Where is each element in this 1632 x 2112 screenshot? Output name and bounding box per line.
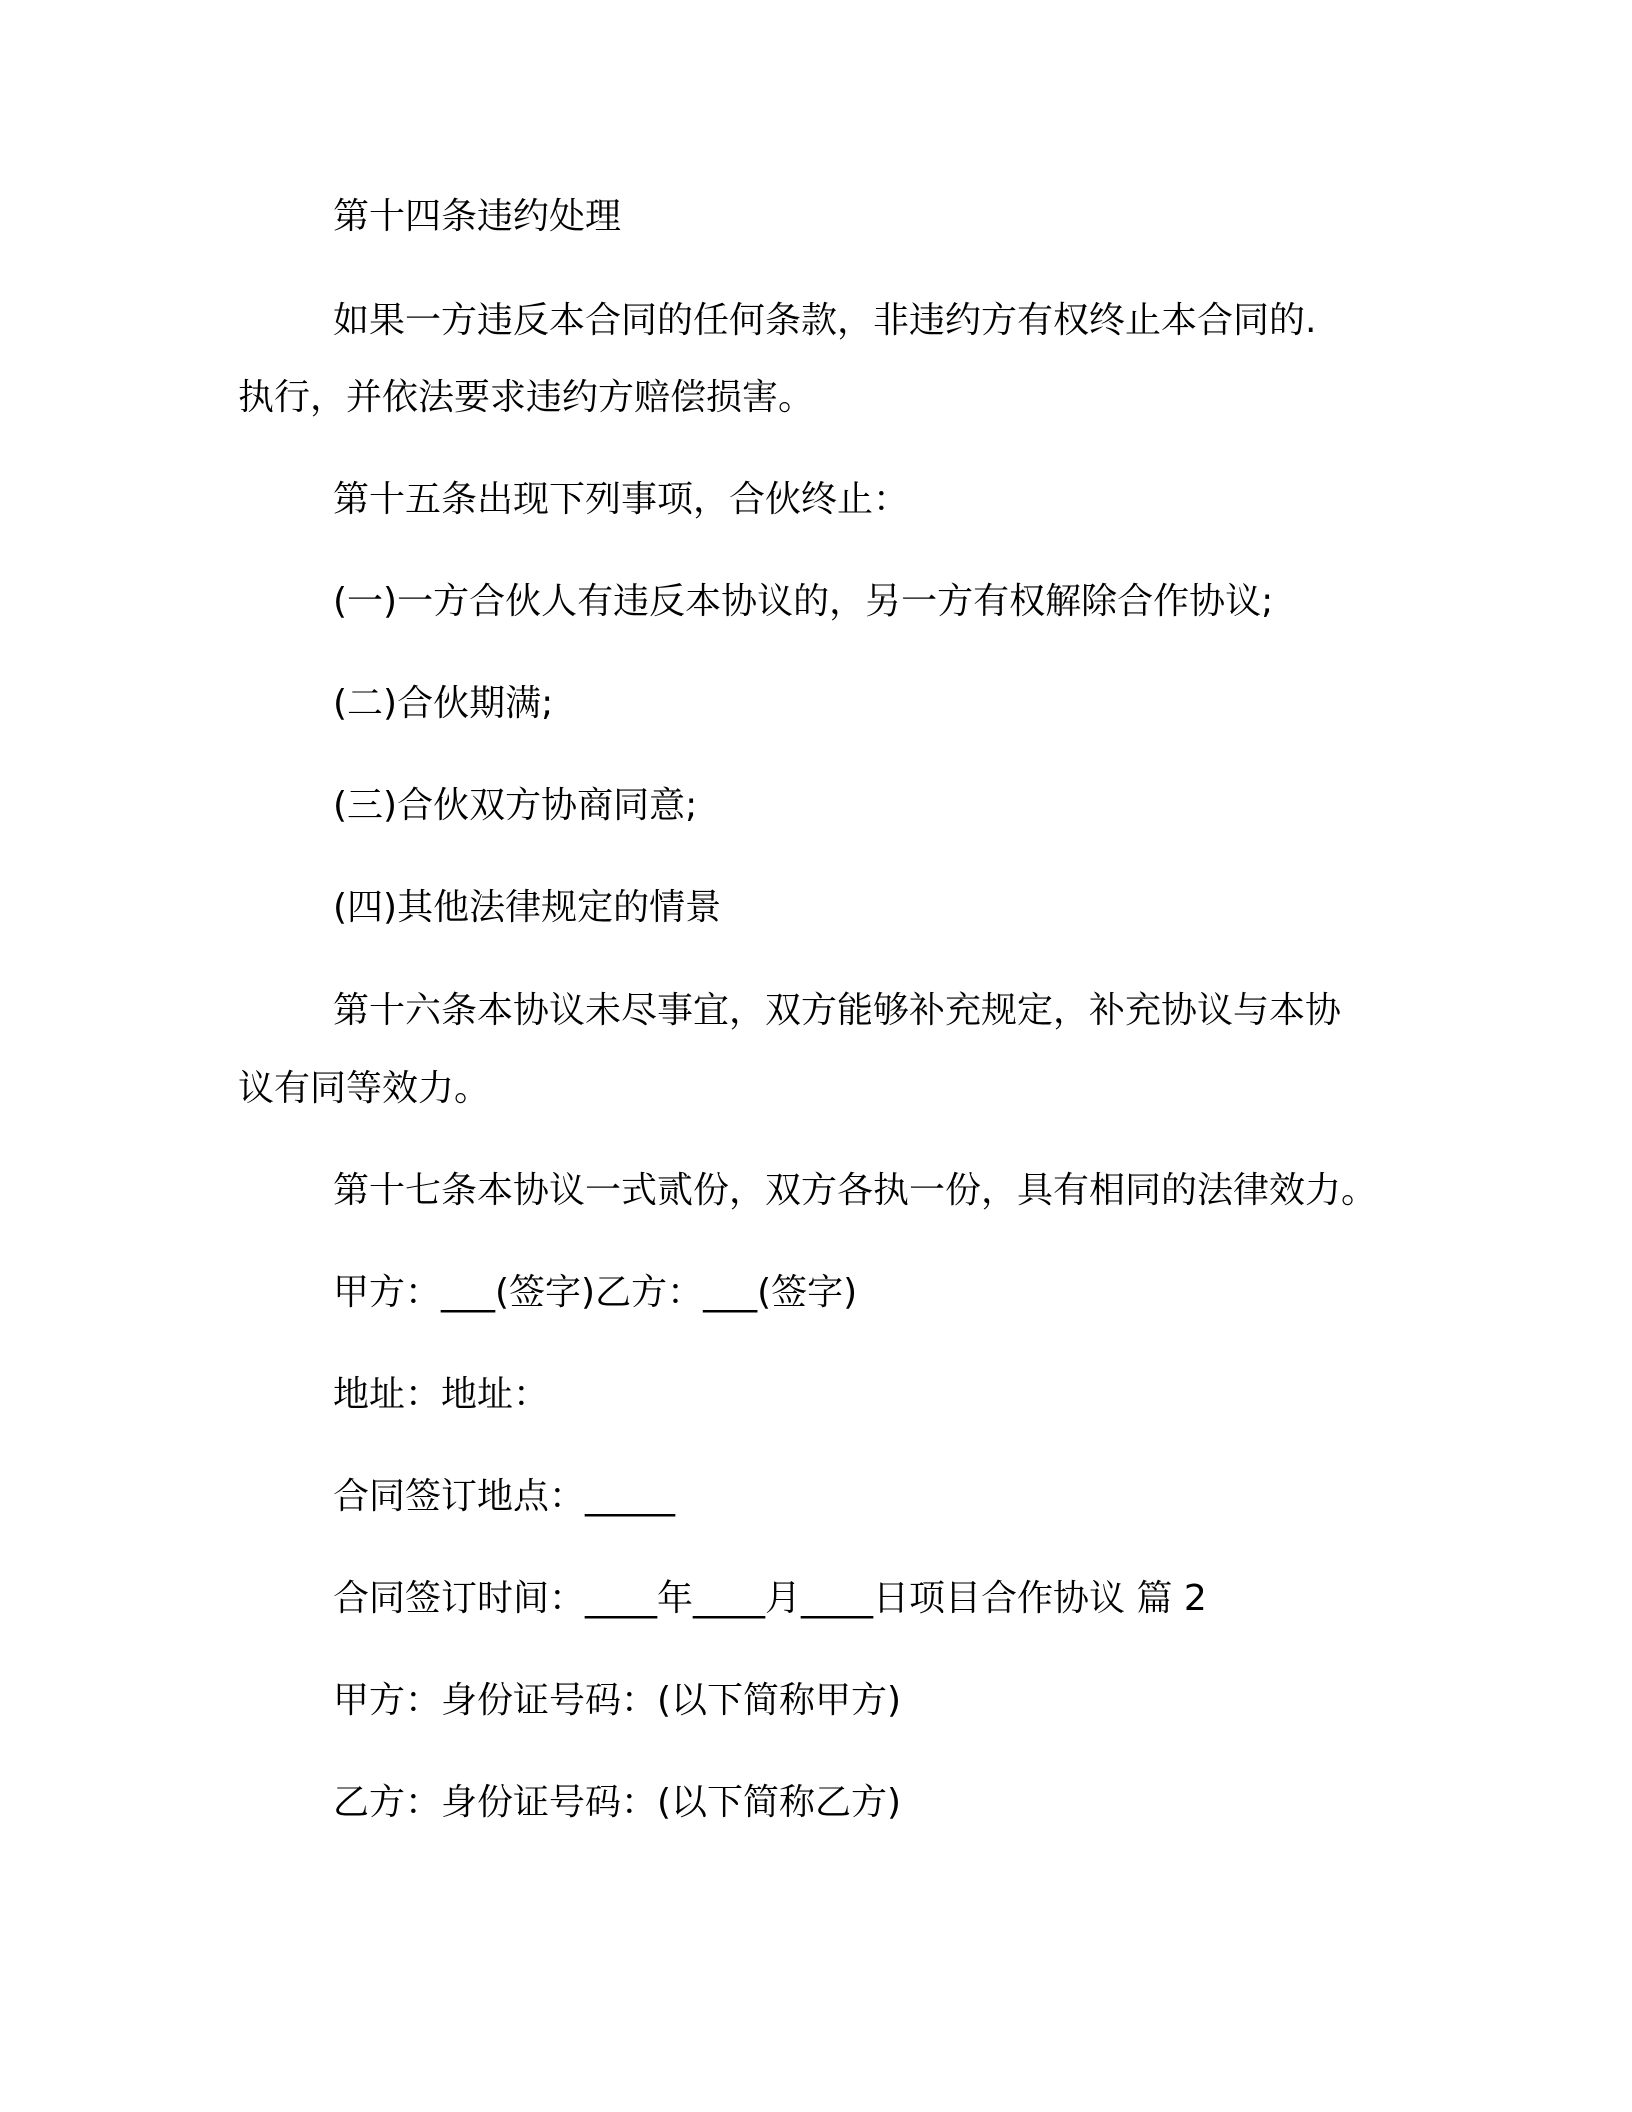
termination-item-2: (二)合伙期满; (333, 683, 554, 724)
article-16-text-line-1: 第十六条本协议未尽事宜，双方能够补充规定，补充协议与本协 (333, 990, 1342, 1031)
article-14-text-line-1: 如果一方违反本合同的任何条款，非违约方有权终止本合同的. (333, 300, 1317, 341)
address-line: 地址：地址： (333, 1374, 550, 1415)
party-a-id-line: 甲方：身份证号码：(以下简称甲方) (333, 1680, 902, 1721)
termination-item-4: (四)其他法律规定的情景 (333, 887, 722, 928)
article-14-heading: 第十四条违约处理 (333, 196, 622, 237)
termination-item-1: (一)一方合伙人有违反本协议的，另一方有权解除合作协议; (333, 581, 1274, 622)
signing-date-line: 合同签订时间：____年____月____日项目合作协议 篇 2 (333, 1578, 1207, 1619)
article-17-text: 第十七条本协议一式贰份，双方各执一份，具有相同的法律效力。 (333, 1170, 1378, 1211)
signing-place-line: 合同签订地点：_____ (333, 1476, 676, 1517)
signature-line: 甲方：___(签字)乙方：___(签字) (333, 1272, 858, 1313)
party-b-id-line: 乙方：身份证号码：(以下简称乙方) (333, 1782, 902, 1823)
termination-item-3: (三)合伙双方协商同意; (333, 785, 698, 826)
article-16-text-line-2: 议有同等效力。 (238, 1068, 491, 1109)
article-15-heading: 第十五条出现下列事项，合伙终止： (333, 479, 910, 520)
article-14-text-line-2: 执行，并依法要求违约方赔偿损害。 (238, 377, 815, 418)
